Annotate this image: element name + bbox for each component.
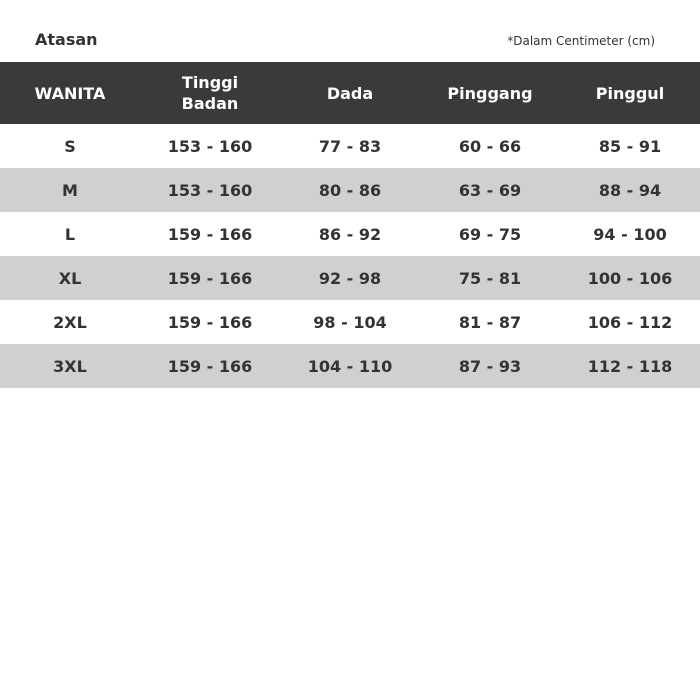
cell-waist: 60 - 66	[458, 136, 522, 156]
cell-size: 2XL	[53, 312, 87, 332]
header-chest: Dada	[280, 62, 420, 124]
cell-chest: 104 - 110	[280, 344, 420, 388]
cell-size: XL	[0, 256, 140, 300]
table-row	[0, 212, 700, 256]
cell-chest: 80 - 86	[280, 168, 420, 212]
cell-waist: 75 - 81	[420, 256, 560, 300]
cell-size: S	[64, 136, 76, 156]
table-row	[0, 168, 700, 212]
cell-waist: 69 - 75	[458, 224, 522, 244]
cell-height: 159 - 166	[140, 256, 280, 300]
header-category: WANITA	[0, 62, 140, 124]
table-row	[0, 124, 700, 168]
cell-waist: 81 - 87	[458, 312, 522, 332]
table-header-row	[0, 62, 700, 124]
page-title: Atasan	[35, 30, 98, 49]
cell-size: L	[64, 224, 76, 244]
table-row	[0, 256, 700, 300]
cell-hip: 88 - 94	[560, 168, 700, 212]
cell-height: 153 - 160	[167, 136, 253, 156]
cell-hip: 100 - 106	[560, 256, 700, 300]
table-row	[0, 344, 700, 388]
cell-height: 159 - 166	[167, 224, 253, 244]
header-height	[140, 62, 280, 124]
cell-size: 3XL	[0, 344, 140, 388]
cell-hip: 94 - 100	[593, 224, 667, 244]
header-waist: Pinggang	[420, 62, 560, 124]
cell-chest: 92 - 98	[280, 256, 420, 300]
header-height-line2: Badan	[181, 94, 239, 113]
unit-note: *Dalam Centimeter (cm)	[507, 34, 655, 48]
cell-height: 159 - 166	[167, 312, 253, 332]
cell-hip: 106 - 112	[587, 312, 673, 332]
cell-height: 159 - 166	[140, 344, 280, 388]
cell-hip: 112 - 118	[560, 344, 700, 388]
cell-waist: 87 - 93	[420, 344, 560, 388]
cell-height: 153 - 160	[140, 168, 280, 212]
cell-waist: 63 - 69	[420, 168, 560, 212]
cell-chest: 77 - 83	[318, 136, 382, 156]
cell-size: M	[0, 168, 140, 212]
cell-chest: 86 - 92	[318, 224, 382, 244]
cell-chest: 98 - 104	[313, 312, 387, 332]
header-hip: Pinggul	[560, 62, 700, 124]
header-height-line1: Tinggi	[181, 73, 239, 92]
size-chart-table	[0, 62, 700, 388]
cell-hip: 85 - 91	[598, 136, 662, 156]
table-row	[0, 300, 700, 344]
